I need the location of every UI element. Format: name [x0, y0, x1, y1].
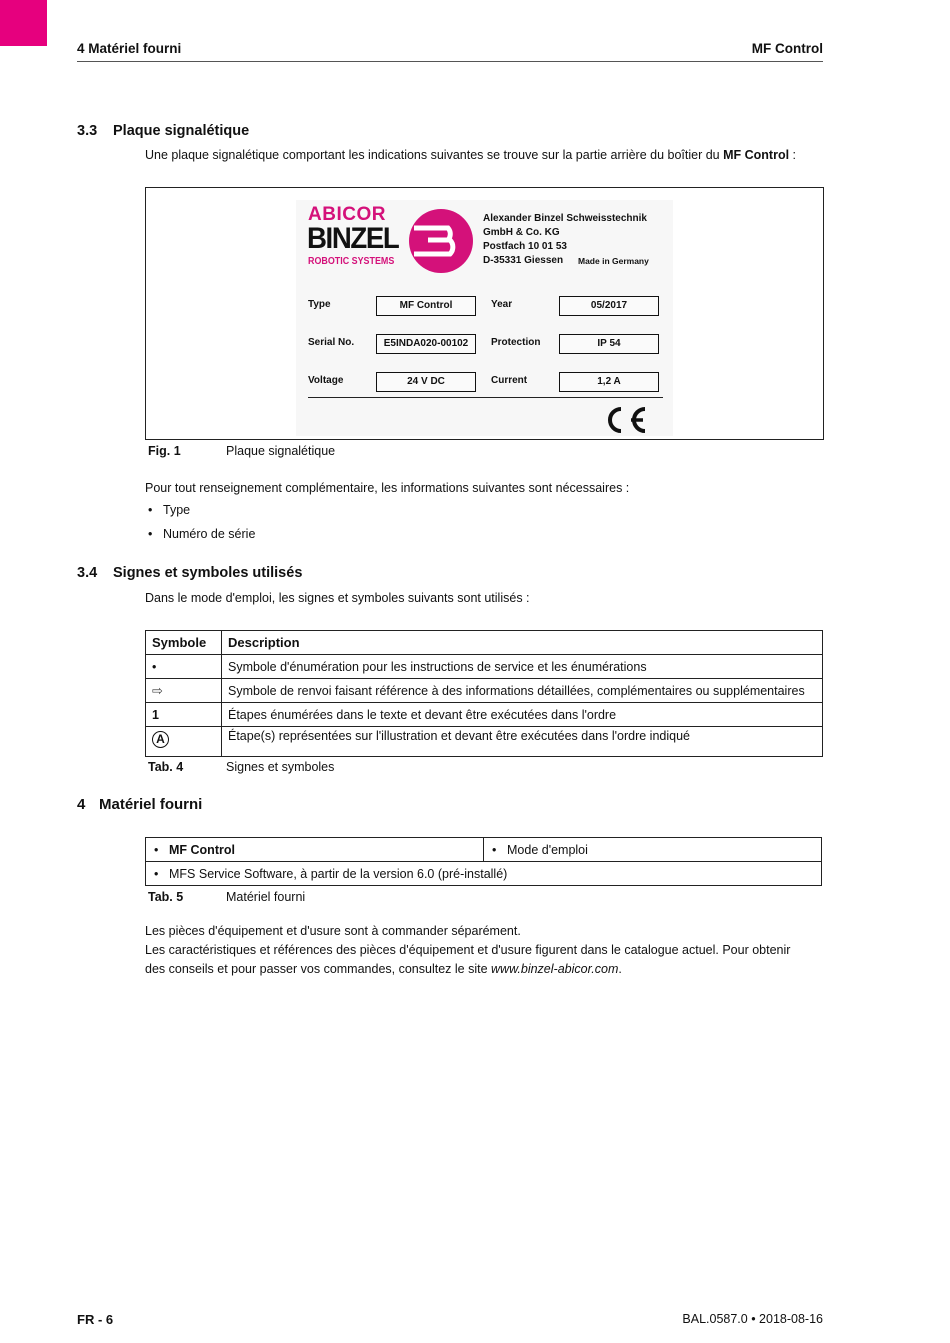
table-row: [146, 655, 823, 679]
section-3-4-intro: Dans le mode d'emploi, les signes et symboles suivants sont utilisés :: [145, 591, 530, 605]
delivery-table: [145, 837, 822, 886]
circled-letter-icon: A: [152, 731, 169, 748]
closing-line: Les pièces d'équipement et d'usure sont à commander séparément.: [145, 924, 521, 938]
section-number: 4: [77, 796, 86, 813]
description-cell: Étape(s) représentées sur l'illustration et devant être exécutées dans l'ordre indiqué: [222, 727, 823, 757]
caption-label: Tab. 5: [148, 890, 184, 904]
symbol-cell: 1: [146, 703, 222, 727]
table-row: [146, 838, 822, 862]
address-line: GmbH & Co. KG: [483, 227, 560, 238]
intro-product-name: MF Control: [723, 148, 790, 162]
type-label: Type: [308, 299, 331, 310]
brand-abicor: ABICOR: [308, 204, 386, 225]
section-3-3-heading: [77, 123, 249, 139]
list-item-text: Type: [163, 503, 191, 517]
type-value: MF Control: [376, 296, 476, 316]
description-cell: Étapes énumérées dans le texte et devant être exécutées dans l'ordre: [222, 703, 823, 727]
current-label: Current: [491, 375, 528, 386]
list-item: • Type: [148, 503, 191, 517]
address-line: D-35331 Giessen: [483, 255, 564, 266]
voltage-label: Voltage: [308, 375, 344, 386]
caption-label: Fig. 1: [148, 444, 181, 458]
delivery-item: MF Control: [169, 842, 235, 857]
delivery-cell: • MF Control: [146, 838, 484, 862]
table-header-row: [146, 631, 823, 655]
caption-text: Matériel fourni: [226, 890, 306, 904]
current-value: 1,2 A: [559, 372, 659, 392]
binzel-logo-icon: [408, 208, 474, 274]
circled-symbol-cell: [146, 727, 222, 757]
serial-label: Serial No.: [308, 337, 355, 348]
description-cell: Symbole de renvoi faisant référence à des informations détaillées, complémentaires ou supplémentaires: [222, 679, 823, 703]
section-3-4-heading: [77, 565, 302, 581]
table-row: [146, 862, 822, 886]
description-cell: Symbole d'énumération pour les instructions de service et les énumérations: [222, 655, 823, 679]
voltage-value: 24 V DC: [376, 372, 476, 392]
column-header: Symbole: [146, 631, 222, 655]
nameplate-divider: [308, 397, 663, 398]
section-number: 3.4: [77, 565, 98, 581]
closing-text: Les caractéristiques et références des pièces d'équipement et d'usure figurent dans le catalogue actuel. Pour obtenir des conseils et pour passer vos commandes, consultez le site: [145, 943, 791, 976]
protection-value: IP 54: [559, 334, 659, 354]
document-reference: BAL.0587.0 • 2018-08-16: [682, 1312, 823, 1326]
running-header: [77, 41, 823, 62]
column-header: Description: [222, 631, 823, 655]
list-item: • Numéro de série: [148, 526, 256, 541]
delivery-cell: • Mode d'emploi: [484, 838, 822, 862]
info-text: Pour tout renseignement complémentaire, les informations suivantes sont nécessaires :: [145, 481, 630, 495]
brand-binzel: BINZEL: [307, 222, 399, 255]
table-row: [146, 703, 823, 727]
nameplate-figure: [145, 187, 824, 440]
section-title: Plaque signalétique: [113, 123, 250, 139]
info-bullet-list: [148, 499, 255, 546]
section-number: 3.3: [77, 123, 98, 139]
address-line: Alexander Binzel Schweisstechnik: [483, 213, 647, 224]
closing-paragraph: [145, 922, 813, 979]
year-label: Year: [491, 299, 513, 310]
intro-text: Une plaque signalétique comportant les indications suivantes se trouve sur la partie arrière du boîtier du: [145, 148, 724, 162]
ce-mark-icon: [601, 406, 649, 434]
chapter-color-tab: [0, 0, 47, 46]
symbols-table: [145, 630, 823, 757]
intro-text-end: :: [789, 148, 797, 162]
caption-text: Plaque signalétique: [226, 444, 336, 458]
page-number: FR - 6: [77, 1312, 114, 1327]
made-in: Made in Germany: [578, 256, 649, 266]
symbol-cell: •: [146, 655, 222, 679]
caption-label: Tab. 4: [148, 760, 184, 774]
arrow-symbol-cell: [146, 679, 222, 703]
fig-1-caption: [148, 444, 335, 458]
section-4-heading: [77, 796, 202, 813]
section-3-3-intro: [145, 146, 825, 165]
table-row: [146, 679, 823, 703]
brand-robotic-systems: ROBOTIC SYSTEMS: [308, 255, 395, 267]
header-chapter: 4 Matériel fourni: [77, 41, 182, 56]
section-title: Signes et symboles utilisés: [113, 565, 303, 581]
serial-value: E5INDA020-00102: [376, 334, 476, 354]
year-value: 05/2017: [559, 296, 659, 316]
protection-label: Protection: [491, 337, 541, 348]
delivery-item: MFS Service Software, à partir de la version 6.0 (pré-installé): [169, 866, 508, 881]
website-link[interactable]: www.binzel-abicor.com: [491, 962, 619, 976]
table-row: [146, 727, 823, 757]
nameplate: [296, 200, 673, 436]
address-line: Postfach 10 01 53: [483, 241, 567, 252]
reference-arrow-icon: ⇨: [152, 682, 163, 698]
delivery-cell: • MFS Service Software, à partir de la version 6.0 (pré-installé): [146, 862, 822, 886]
closing-end: .: [618, 962, 622, 976]
tab-5-caption: [148, 890, 305, 904]
section-title: Matériel fourni: [99, 796, 203, 813]
delivery-item: Mode d'emploi: [507, 842, 588, 857]
header-product: MF Control: [751, 41, 823, 56]
list-item-text: Numéro de série: [163, 526, 256, 541]
tab-4-caption: [148, 760, 334, 774]
caption-text: Signes et symboles: [226, 760, 335, 774]
closing-line: [145, 941, 813, 979]
